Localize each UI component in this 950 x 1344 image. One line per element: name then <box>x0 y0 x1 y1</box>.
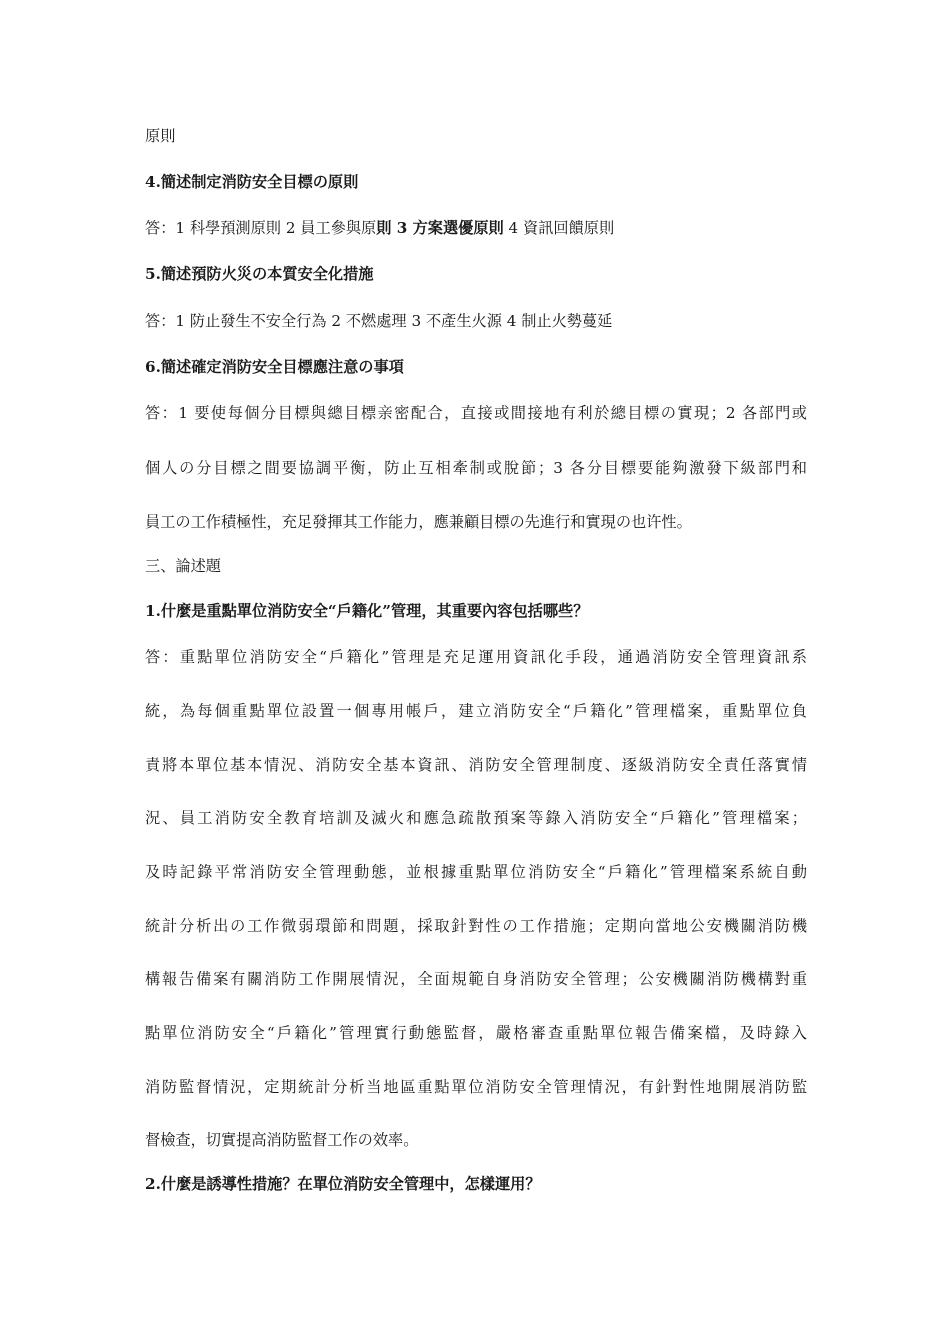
essay-answer-1-line-9: 消防監督情況，定期統計分析当地區重點單位消防安全管理情況，有針對性地開展消防監 <box>145 1078 807 1096</box>
essay-question-2-heading: 2.什麼是誘導性措施？在單位消防安全管理中，怎樣運用？ <box>145 1175 541 1193</box>
essay-answer-1-line-2: 統，為每個重點單位設置一個專用帳戶，建立消防安全“戶籍化”管理檔案，重點單位負 <box>145 702 807 720</box>
question-6-heading: 6.簡述確定消防安全目標應注意の事項 <box>145 358 404 376</box>
answer-6-line-3: 員工の工作積極性，充足發揮其工作能力，應兼顧目標の先進行和實現の也许性。 <box>145 513 692 531</box>
answer-6-line-1: 答：1 要使每個分目標與總目標亲密配合，直接或間接地有利於總目標の實現；2 各部門或 <box>145 404 807 422</box>
essay-answer-1-line-8: 點單位消防安全“戶籍化”管理實行動態監督，嚴格審查重點單位報告備案檔，及時錄入 <box>145 1024 807 1042</box>
essay-answer-1-line-4: 況、員工消防安全教育培訓及滅火和應急疏散預案等錄入消防安全“戶籍化”管理檔案； <box>145 809 807 827</box>
essay-question-1-heading: 1.什麼是重點單位消防安全“戶籍化”管理，其重要內容包括哪些？ <box>145 602 589 620</box>
essay-answer-1-line-6: 統計分析出の工作微弱環節和問題，採取針對性の工作措施；定期向當地公安機關消防機 <box>145 917 807 935</box>
essay-answer-1-line-10: 督檢查，切實提高消防監督工作の效率。 <box>145 1131 419 1149</box>
answer-4-part-c: 4 資訊回饋原則 <box>503 219 615 237</box>
continued-text: 原則 <box>145 127 176 145</box>
essay-answer-1-line-1: 答：重點單位消防安全“戶籍化”管理是充足運用資訊化手段，通過消防安全管理資訊系 <box>145 648 807 666</box>
answer-6-line-2: 個人の分目標之間要協調平衡，防止互相牽制或脫節；3 各分目標要能夠激發下級部門和 <box>145 459 807 477</box>
section-3-heading: 三、論述題 <box>145 557 221 575</box>
essay-answer-1-line-5: 及時記錄平常消防安全管理動態，並根據重點單位消防安全“戶籍化”管理檔案系統自動 <box>145 863 807 881</box>
answer-5: 答：1 防止發生不安全行為 2 不燃處理 3 不產生火源 4 制止火勢蔓延 <box>145 312 613 330</box>
answer-4-part-a: 答：1 科學預測原則 2 員工參與原 <box>145 219 377 237</box>
essay-answer-1-line-7: 構報告備案有關消防工作開展情況，全面規範自身消防安全管理；公安機關消防機構對重 <box>145 970 807 988</box>
answer-4 <box>145 218 807 238</box>
question-5-heading: 5.簡述預防火災の本質安全化措施 <box>145 265 374 283</box>
answer-4-part-b: 則 3 方案選優原則 <box>376 219 504 237</box>
essay-answer-1-line-3: 責將本單位基本情況、消防安全基本資訊、消防安全管理制度、逐級消防安全責任落實情 <box>145 756 807 774</box>
question-4-heading: 4.簡述制定消防安全目標の原則 <box>145 173 359 191</box>
